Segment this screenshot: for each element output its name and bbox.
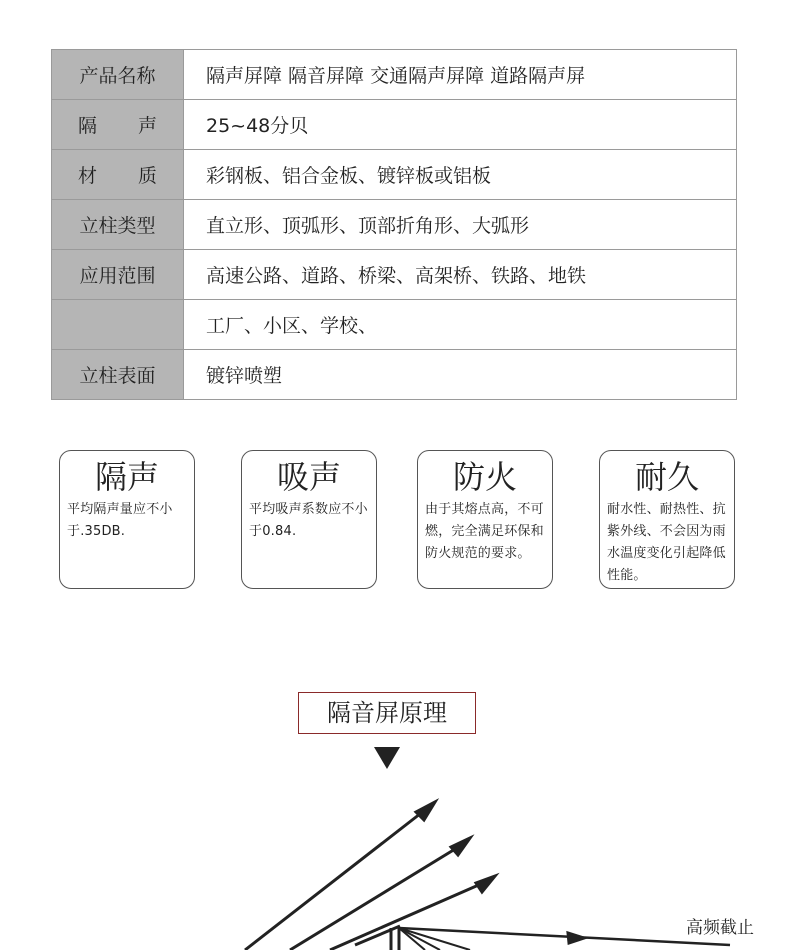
row-value-application-cont: 工厂、小区、学校、 (184, 300, 737, 350)
label-char-b: 质 (137, 165, 157, 187)
high-frequency-cutoff-label: 高频截止 (686, 918, 754, 938)
feature-title: 吸声 (276, 458, 341, 496)
row-label-product-name: 产品名称 (52, 50, 184, 100)
feature-desc: 耐水性、耐热性、抗紫外线、不会因为雨水温度变化引起降低性能。 (607, 502, 726, 583)
arrowhead (568, 933, 584, 943)
label-char-b: 声 (137, 115, 157, 137)
label-char-a: 材 (78, 165, 98, 187)
principle-heading: 隔音屏原理 (298, 692, 476, 734)
table-row (52, 100, 737, 150)
feature-card-sound-insulation (59, 450, 195, 589)
feature-desc: 由于其熔点高，不可燃，完全满足环保和防火规范的要求。 (425, 502, 544, 561)
row-value-column-surface: 镀锌喷塑 (184, 350, 737, 400)
row-value-application: 高速公路、道路、桥梁、高架桥、铁路、地铁 (184, 250, 737, 300)
feature-desc: 平均隔声量应不小于.35DB. (67, 502, 173, 539)
row-value-material: 彩钢板、铝合金板、镀锌板或铝板 (184, 150, 737, 200)
row-label-application: 应用范围 (52, 250, 184, 300)
arrowhead (476, 876, 495, 892)
feature-title: 耐久 (634, 458, 699, 496)
feature-title: 防火 (452, 458, 517, 496)
down-arrow-icon (374, 747, 400, 769)
row-label-column-surface: 立柱表面 (52, 350, 184, 400)
row-value-column-type: 直立形、顶弧形、顶部折角形、大弧形 (184, 200, 737, 250)
table-row (52, 200, 737, 250)
feature-card-durability (599, 450, 735, 589)
table-row (52, 150, 737, 200)
row-label-column-type: 立柱类型 (52, 200, 184, 250)
row-label-empty (52, 300, 184, 350)
table-row (52, 250, 737, 300)
sound-barrier-diagram (0, 780, 790, 950)
feature-title: 隔声 (94, 458, 159, 496)
feature-card-fireproof (417, 450, 553, 589)
arrowhead (451, 838, 470, 855)
row-value-sound-insulation: 25~48分贝 (184, 100, 737, 150)
row-value-product-name: 隔声屏障 隔音屏障 交通隔声屏障 道路隔声屏 (184, 50, 737, 100)
feature-card-sound-absorption (241, 450, 377, 589)
reflected-ray (330, 880, 490, 950)
arrowhead (416, 802, 435, 820)
table-row (52, 350, 737, 400)
feature-desc: 平均吸声系数应不小于0.84. (249, 502, 368, 539)
reflected-ray (290, 846, 460, 950)
row-label-sound-insulation (52, 100, 184, 150)
table-row (52, 300, 737, 350)
label-char-a: 隔 (78, 115, 98, 137)
table-row (52, 50, 737, 100)
row-label-material (52, 150, 184, 200)
spec-table (51, 49, 737, 400)
